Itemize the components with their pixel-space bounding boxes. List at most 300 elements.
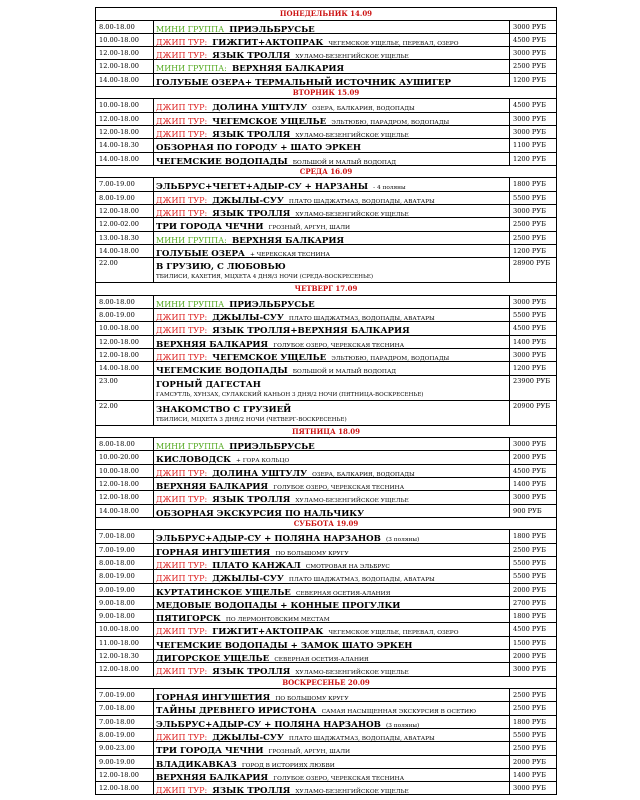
tour-row [96, 376, 556, 401]
tour-note: ОЗЕРА, БАЛКАРИЯ, ВОДОПАДЫ [312, 106, 415, 112]
tour-row [96, 47, 556, 60]
jeep-tour-label: ДЖИП ТУР: [156, 352, 208, 362]
tour-row [96, 401, 556, 426]
tour-price: 1500 РУБ [513, 638, 546, 647]
tour-description [154, 218, 510, 230]
tour-description [154, 716, 510, 728]
tour-note: ПЛАТО ШАДЖАТМАЗ, ВОДОПАДЫ, АВАТАРЫ [288, 198, 435, 205]
tour-description [154, 258, 510, 282]
tour-description [154, 478, 510, 490]
tour-title: ЯЗЫК ТРОЛЛЯ [212, 786, 291, 795]
tour-row [96, 349, 556, 362]
tour-row [96, 74, 556, 87]
tour-row [96, 557, 556, 570]
tour-title: ПРИЭЛЬБРУСЬЕ [229, 442, 315, 451]
tour-time: 10.00-18.00 [96, 623, 154, 635]
tour-subtitle: ТБИЛИСИ, МЦХЕТА 3 ДНЯ/2 НОЧИ (ЧЕТВЕРГ-ВОСКРЕСЕНЬЕ) [156, 416, 347, 423]
tour-description [154, 544, 510, 556]
tour-description [154, 60, 510, 72]
tour-title: ТРИ ГОРОДА ЧЕЧНИ [156, 222, 264, 231]
tour-row [96, 650, 556, 663]
day-header: ВТОРНИК 15.09 [96, 87, 556, 100]
tour-price: 2500 РУБ [513, 744, 546, 753]
tour-title: ДОЛИНА УШТУЛУ [212, 468, 308, 477]
tour-price: 5500 РУБ [513, 572, 546, 581]
tour-time: 8.00-18.00 [96, 557, 154, 569]
tour-row [96, 113, 556, 126]
tour-row [96, 570, 556, 583]
tour-time: 12.00-18.00 [96, 349, 154, 361]
tour-description [154, 505, 510, 517]
tour-note: ЧЕГЕМСКОЕ УЩЕЛЬЕ, ПЕРЕВАЛ, ОЗЕРО [328, 40, 459, 47]
tour-title: ЯЗЫК ТРОЛЛЯ [212, 209, 291, 218]
tour-price: 1400 РУБ [513, 770, 546, 779]
tour-note: ЧЕГЕМСКОЕ УЩЕЛЬЕ, ПЕРЕВАЛ, ОЗЕРО [328, 630, 459, 636]
tour-price: 3000 РУБ [513, 784, 546, 793]
tour-price: 23900 РУБ [513, 376, 551, 385]
tour-title: ГОЛУБЫЕ ОЗЕРА+ ТЕРМАЛЬНЫЙ ИСТОЧНИК АУШИГЕР [156, 77, 451, 86]
tour-row [96, 782, 556, 795]
tour-row [96, 451, 556, 464]
tour-row [96, 742, 556, 755]
tour-time: 7.00-18.00 [96, 716, 154, 728]
tour-row [96, 756, 556, 769]
tour-time: 8.00-18.00 [96, 21, 154, 33]
tour-description [154, 322, 510, 334]
tour-time: 10.00-20.00 [96, 451, 154, 463]
tour-title: КУРТАТИНСКОЕ УЩЕЛЬЕ [156, 587, 291, 596]
tour-price: 2500 РУБ [513, 691, 546, 700]
tour-time: 9.00-18.00 [96, 610, 154, 622]
tour-time: 10.00-18.00 [96, 322, 154, 334]
tour-time: 12.00-18.00 [96, 47, 154, 59]
tour-row [96, 689, 556, 702]
tour-price: 2500 РУБ [513, 545, 546, 554]
tour-note: ГОЛУБОЕ ОЗЕРО, ЧЕРЕКСКАЯ ТЕСНИНА [273, 484, 405, 491]
tour-price: 1200 РУБ [513, 75, 546, 84]
tour-title: ЧЕГЕМСКИЕ ВОДОПАДЫ [156, 156, 288, 165]
tour-description [154, 232, 510, 244]
tour-time: 12.00-18.00 [96, 126, 154, 138]
tour-note: САМАЯ НАСЫЩЕННАЯ ЭКСКУРСИЯ В ОСЕТИЮ [321, 709, 477, 715]
tour-note: ГОРОД В ИСТОРИЯХ ЛЮБВИ [241, 762, 335, 768]
tour-time: 14.00-18.30 [96, 139, 154, 151]
jeep-tour-label: ДЖИП ТУР: [156, 667, 208, 676]
tour-price: 3000 РУБ [513, 350, 546, 359]
tour-title: ПРИЭЛЬБРУСЬЕ [229, 24, 315, 33]
tour-description [154, 702, 510, 714]
tour-time: 23.00 [96, 376, 154, 400]
tour-price: 3000 РУБ [513, 22, 546, 31]
tour-price: 3000 РУБ [513, 665, 546, 674]
tour-price: 1800 РУБ [513, 717, 546, 726]
tour-description [154, 192, 510, 204]
tour-title: ЭЛЬБРУС+АДЫР-СУ + ПОЛЯНА НАРЗАНОВ [156, 534, 381, 543]
tour-note: БОЛЬШОЙ И МАЛЫЙ ВОДОПАД [292, 369, 397, 375]
tour-price: 4500 РУБ [513, 101, 546, 110]
tour-row [96, 309, 556, 322]
tour-time: 12.00-18.30 [96, 650, 154, 662]
tour-description [154, 245, 510, 257]
tour-title: ЯЗЫК ТРОЛЛЯ [212, 667, 291, 676]
jeep-tour-label: ДЖИП ТУР: [156, 495, 208, 504]
tour-row [96, 505, 556, 518]
tour-note: ПО ЛЕРМОНТОВСКИМ МЕСТАМ [225, 617, 330, 623]
tour-title: ЭЛЬБРУС+АДЫР-СУ + ПОЛЯНА НАРЗАНОВ [156, 719, 381, 728]
tour-price: 2700 РУБ [513, 598, 546, 607]
mini-group-label: МИНИ ГРУППА: [156, 235, 227, 244]
tour-description [154, 376, 510, 400]
tour-description [154, 47, 510, 59]
tour-time: 9.00-18.00 [96, 597, 154, 609]
tour-price: 3000 РУБ [513, 207, 546, 216]
tour-row [96, 716, 556, 729]
tour-description [154, 74, 510, 86]
day-header: ВОСКРЕСЕНЬЕ 20.09 [96, 677, 556, 690]
tour-title: ДИГОРСКОЕ УЩЕЛЬЕ [156, 653, 270, 663]
jeep-tour-label: ДЖИП ТУР: [156, 130, 208, 139]
tour-price: 3000 РУБ [513, 493, 546, 502]
tour-time: 12.00-18.00 [96, 491, 154, 503]
tour-row [96, 478, 556, 491]
tour-time: 14.00-18.00 [96, 74, 154, 86]
tour-title: КИСЛОВОДСК [156, 455, 231, 464]
tour-subtitle: ГАМСУТЛЬ, ХУНЗАХ, СУЛАКСКИЙ КАНЬОН 3 ДНЯ/2 НОЧИ (ПЯТНИЦА-ВОСКРЕСЕНЬЕ) [156, 391, 424, 398]
day-header: СУББОТА 19.09 [96, 518, 556, 531]
tour-row [96, 362, 556, 375]
tour-price: 3000 РУБ [513, 114, 546, 123]
tour-note: ЭЛЬТЮБЮ, ПАРАДРОМ, ВОДОПАДЫ [331, 355, 450, 362]
tour-row [96, 34, 556, 47]
tour-time: 14.00-18.00 [96, 505, 154, 517]
jeep-tour-label: ДЖИП ТУР: [156, 786, 208, 795]
tour-row [96, 597, 556, 610]
tour-time: 22.00 [96, 258, 154, 282]
tour-price: 2000 РУБ [513, 453, 546, 462]
tour-description [154, 623, 510, 635]
tour-row [96, 192, 556, 205]
tour-title: ДЖЫЛЫ-СУУ [212, 574, 284, 583]
tour-price: 2500 РУБ [513, 233, 546, 242]
tour-price: 5500 РУБ [513, 311, 546, 320]
tour-title: ПЯТИГОРСК [156, 614, 221, 623]
tour-subtitle: ТБИЛИСИ, КАХЕТИЯ, МЦХЕТА 4 ДНЯ/3 НОЧИ (СРЕДА-ВОСКРЕСЕНЬЕ) [156, 274, 374, 281]
tour-title: ДЖЫЛЫ-СУУ [212, 195, 284, 205]
tour-note: (3 поляны) [385, 722, 420, 728]
tour-price: 2000 РУБ [513, 651, 546, 660]
tour-note: - 4 поляны [373, 185, 406, 191]
tour-title: В ГРУЗИЮ, С ЛЮБОВЬЮ [156, 262, 286, 273]
tour-description [154, 336, 510, 348]
tour-time: 14.00-18.00 [96, 362, 154, 374]
tour-title: ВЛАДИКАВКАЗ [156, 759, 237, 768]
tour-description [154, 610, 510, 622]
tour-description [154, 21, 510, 33]
tour-row [96, 322, 556, 335]
tour-row [96, 769, 556, 782]
tour-price: 1100 РУБ [513, 141, 546, 150]
tour-time: 11.00-18.00 [96, 637, 154, 649]
tour-title: ТРИ ГОРОДА ЧЕЧНИ [156, 746, 264, 755]
tour-description [154, 769, 510, 781]
tour-description [154, 491, 510, 503]
tour-description [154, 451, 510, 463]
tour-title: ГОЛУБЫЕ ОЗЕРА [156, 248, 245, 258]
tour-title: ЧЕГЕМСКИЕ ВОДОПАДЫ + ЗАМОК ШАТО ЭРКЕН [156, 640, 413, 649]
tour-row [96, 232, 556, 245]
tour-price: 20900 РУБ [513, 401, 551, 410]
tour-title: ОБЗОРНАЯ ПО ГОРОДУ + ШАТО ЭРКЕН [156, 143, 361, 152]
tour-note: ОЗЕРА, БАЛКАРИЯ, ВОДОПАДЫ [312, 471, 415, 477]
day-header: ЧЕТВЕРГ 17.09 [96, 283, 556, 296]
tour-time: 10.00-18.00 [96, 99, 154, 111]
tour-description [154, 438, 510, 450]
tour-description [154, 178, 510, 190]
tour-price: 900 РУБ [513, 506, 542, 515]
tour-price: 1400 РУБ [513, 337, 546, 346]
day-header: ПОНЕДЕЛЬНИК 14.09 [96, 8, 556, 21]
tour-description [154, 126, 510, 138]
tour-row [96, 258, 556, 283]
tour-note: ПЛАТО ШАДЖАТМАЗ, ВОДОПАДЫ, АВАТАРЫ [288, 735, 435, 742]
tour-note: ГРОЗНЫЙ, АРГУН, ШАЛИ [268, 749, 351, 755]
tour-time: 8.00-19.00 [96, 192, 154, 204]
tour-title: ПЛАТО КАНЖАЛ [212, 560, 301, 570]
tour-description [154, 139, 510, 151]
tour-title: ГИЖГИТ+АКТОПРАК [212, 627, 324, 636]
tour-price: 28900 РУБ [513, 259, 551, 268]
tour-row [96, 729, 556, 742]
tour-description [154, 309, 510, 321]
tour-title: ГОРНАЯ ИНГУШЕТИЯ [156, 693, 271, 702]
tour-time: 7.00-19.00 [96, 544, 154, 556]
jeep-tour-label: ДЖИП ТУР: [156, 326, 208, 335]
jeep-tour-label: ДЖИП ТУР: [156, 574, 208, 583]
tour-price: 1200 РУБ [513, 154, 546, 163]
tour-row [96, 584, 556, 597]
tour-row [96, 139, 556, 152]
tour-price: 3000 РУБ [513, 297, 546, 306]
tour-row [96, 336, 556, 349]
tour-note: БОЛЬШОЙ И МАЛЫЙ ВОДОПАД [292, 159, 397, 165]
tour-title: ЗНАКОМСТВО С ГРУЗИЕЙ [156, 404, 292, 415]
tour-time: 12.00-18.00 [96, 336, 154, 348]
tour-description [154, 584, 510, 596]
tour-description [154, 650, 510, 662]
tour-price: 1400 РУБ [513, 479, 546, 488]
tour-description [154, 34, 510, 46]
tour-note: ХУЛАМО-БЕЗЕНГИЙСКОЕ УЩЕЛЬЕ [295, 212, 409, 218]
tour-title: ДОЛИНА УШТУЛУ [212, 103, 308, 112]
tour-row [96, 438, 556, 451]
tour-note: ХУЛАМО-БЕЗЕНГИЙСКОЕ УЩЕЛЬЕ [295, 133, 409, 139]
tour-title: ВЕРХНЯЯ БАЛКАРИЯ [156, 481, 269, 491]
tour-row [96, 153, 556, 166]
tour-time: 12.00-18.00 [96, 782, 154, 794]
tour-description [154, 756, 510, 768]
tour-title: ГОРНАЯ ИНГУШЕТИЯ [156, 547, 271, 556]
tour-price: 2500 РУБ [513, 62, 546, 71]
tour-title: ОБЗОРНАЯ ЭКСКУРСИЯ ПО НАЛЬЧИКУ [156, 508, 365, 517]
tour-time: 9.00-23.00 [96, 742, 154, 754]
jeep-tour-label: ДЖИП ТУР: [156, 37, 208, 47]
tour-description [154, 465, 510, 477]
jeep-tour-label: ДЖИП ТУР: [156, 313, 208, 322]
tour-time: 8.00-19.00 [96, 309, 154, 321]
tour-description [154, 113, 510, 125]
tour-description [154, 99, 510, 111]
tour-time: 8.00-19.00 [96, 570, 154, 582]
tour-price: 1800 РУБ [513, 532, 546, 541]
tour-note: ПЛАТО ШАДЖАТМАЗ, ВОДОПАДЫ, АВАТАРЫ [288, 316, 435, 322]
tour-price: 4500 РУБ [513, 625, 546, 634]
day-header: ПЯТНИЦА 18.09 [96, 426, 556, 439]
tour-price: 1200 РУБ [513, 364, 546, 373]
tour-description [154, 153, 510, 165]
tour-row [96, 126, 556, 139]
tour-description [154, 663, 510, 675]
jeep-tour-label: ДЖИП ТУР: [156, 627, 208, 636]
tour-note: ХУЛАМО-БЕЗЕНГИЙСКОЕ УЩЕЛЬЕ [295, 498, 409, 504]
jeep-tour-label: ДЖИП ТУР: [156, 195, 208, 205]
tour-title: ДЖЫЛЫ-СУУ [212, 313, 284, 322]
tour-time: 22.00 [96, 401, 154, 425]
mini-group-label: МИНИ ГРУППА [156, 24, 225, 33]
tour-time: 9.00-19.00 [96, 756, 154, 768]
tour-price: 3000 РУБ [513, 440, 546, 449]
tour-row [96, 610, 556, 623]
tour-time: 7.00-18.00 [96, 530, 154, 542]
tour-note: ПО БОЛЬШОМУ КРУГУ [275, 696, 349, 702]
tour-time: 12.00-18.00 [96, 478, 154, 490]
tour-note: СМОТРОВАЯ НА ЭЛЬБРУС [305, 563, 390, 570]
tour-price: 1800 РУБ [513, 612, 546, 621]
tour-description [154, 782, 510, 794]
tour-price: 2000 РУБ [513, 585, 546, 594]
tour-price: 1200 РУБ [513, 246, 546, 255]
tour-title: ВЕРХНЯЯ БАЛКАРИЯ [231, 64, 345, 73]
jeep-tour-label: ДЖИП ТУР: [156, 560, 208, 570]
tour-description [154, 530, 510, 542]
tour-row [96, 623, 556, 636]
tour-row [96, 60, 556, 73]
tour-row [96, 637, 556, 650]
tour-title: ТАЙНЫ ДРЕВНЕГО ИРИСТОНА [156, 706, 317, 715]
jeep-tour-label: ДЖИП ТУР: [156, 468, 208, 477]
tour-note: ХУЛАМО-БЕЗЕНГИЙСКОЕ УЩЕЛЬЕ [295, 670, 409, 676]
tour-row [96, 663, 556, 676]
tour-time: 7.00-19.00 [96, 689, 154, 701]
tour-title: ЯЗЫК ТРОЛЛЯ [212, 495, 291, 504]
tour-description [154, 742, 510, 754]
jeep-tour-label: ДЖИП ТУР: [156, 51, 208, 60]
tour-price: 2500 РУБ [513, 220, 546, 229]
tour-row [96, 465, 556, 478]
tour-note: ГОЛУБОЕ ОЗЕРО, ЧЕРЕКСКАЯ ТЕСНИНА [273, 342, 405, 348]
tour-price: 4500 РУБ [513, 324, 546, 333]
tour-title: ЧЕГЕМСКИЕ ВОДОПАДЫ [156, 366, 288, 375]
tour-note: ГРОЗНЫЙ, АРГУН, ШАЛИ [268, 225, 351, 231]
tour-title: ЯЗЫК ТРОЛЛЯ+ВЕРХНЯЯ БАЛКАРИЯ [212, 326, 410, 335]
tour-row [96, 99, 556, 112]
tour-description [154, 570, 510, 582]
tour-note: СЕВЕРНАЯ ОСЕТИЯ-АЛАНИЯ [295, 590, 391, 596]
tour-time: 9.00-19.00 [96, 584, 154, 596]
tour-row [96, 702, 556, 715]
tour-description [154, 637, 510, 649]
tour-title: ЯЗЫК ТРОЛЛЯ [212, 51, 291, 60]
tour-price: 5500 РУБ [513, 193, 546, 202]
tour-time: 12.00-18.00 [96, 113, 154, 125]
tour-price: 5500 РУБ [513, 730, 546, 739]
tour-description [154, 689, 510, 701]
tour-price: 4500 РУБ [513, 35, 546, 44]
tour-row [96, 544, 556, 557]
tour-row [96, 491, 556, 504]
tour-price: 1800 РУБ [513, 180, 546, 189]
tour-title: ВЕРХНЯЯ БАЛКАРИЯ [156, 772, 269, 782]
tour-title: ЧЕГЕМСКОЕ УЩЕЛЬЕ [212, 352, 327, 362]
tour-description [154, 401, 510, 425]
tour-description [154, 729, 510, 741]
tour-title: ВЕРХНЯЯ БАЛКАРИЯ [156, 339, 269, 348]
tour-note: ПО БОЛЬШОМУ КРУГУ [275, 550, 349, 556]
tour-time: 14.00-18.00 [96, 245, 154, 257]
tour-row [96, 296, 556, 309]
tour-price: 2500 РУБ [513, 704, 546, 713]
day-header: СРЕДА 16.09 [96, 166, 556, 179]
tour-price: 4500 РУБ [513, 466, 546, 475]
tour-time: 13.00-18.30 [96, 232, 154, 244]
tour-row [96, 178, 556, 191]
tour-price: 3000 РУБ [513, 128, 546, 137]
tour-time: 12.00-18.00 [96, 205, 154, 217]
tour-note: ЭЛЬТЮБЮ, ПАРАДРОМ, ВОДОПАДЫ [331, 119, 450, 126]
tour-title: ГИЖГИТ+АКТОПРАК [212, 37, 324, 47]
tour-time: 12.00-18.00 [96, 769, 154, 781]
jeep-tour-label: ДЖИП ТУР: [156, 103, 208, 112]
tour-price: 3000 РУБ [513, 49, 546, 58]
tour-title: ВЕРХНЯЯ БАЛКАРИЯ [231, 235, 345, 244]
tour-row [96, 218, 556, 231]
jeep-tour-label: ДЖИП ТУР: [156, 209, 208, 218]
tour-description [154, 597, 510, 609]
tour-time: 10.00-18.00 [96, 34, 154, 46]
tour-time: 12.00-02.00 [96, 218, 154, 230]
tour-description [154, 557, 510, 569]
tour-note: + ГОРА КОЛЬЦО [236, 458, 290, 464]
schedule-table [95, 7, 557, 795]
tour-note: ХУЛАМО-БЕЗЕНГИЙСКОЕ УЩЕЛЬЕ [295, 54, 409, 60]
tour-title: ГОРНЫЙ ДАГЕСТАН [156, 379, 261, 390]
tour-time: 12.00-18.00 [96, 663, 154, 675]
tour-time: 14.00-18.00 [96, 153, 154, 165]
tour-description [154, 296, 510, 308]
tour-time: 8.00-18.00 [96, 438, 154, 450]
jeep-tour-label: ДЖИП ТУР: [156, 116, 208, 126]
tour-time: 7.00-18.00 [96, 702, 154, 714]
tour-title: ДЖЫЛЫ-СУУ [212, 732, 284, 742]
tour-time: 7.00-19.00 [96, 178, 154, 190]
tour-description [154, 205, 510, 217]
tour-note: ГОЛУБОЕ ОЗЕРО, ЧЕРЕКСКАЯ ТЕСНИНА [273, 775, 405, 782]
tour-description [154, 349, 510, 361]
tour-row [96, 21, 556, 34]
tour-title: ПРИЭЛЬБРУСЬЕ [229, 299, 315, 309]
tour-note: ХУЛАМО-БЕЗЕНГИЙСКОЕ УЩЕЛЬЕ [295, 789, 409, 795]
tour-note: ПЛАТО ШАДЖАТМАЗ, ВОДОПАДЫ, АВАТАРЫ [288, 577, 435, 583]
tour-time: 12.00-18.00 [96, 60, 154, 72]
